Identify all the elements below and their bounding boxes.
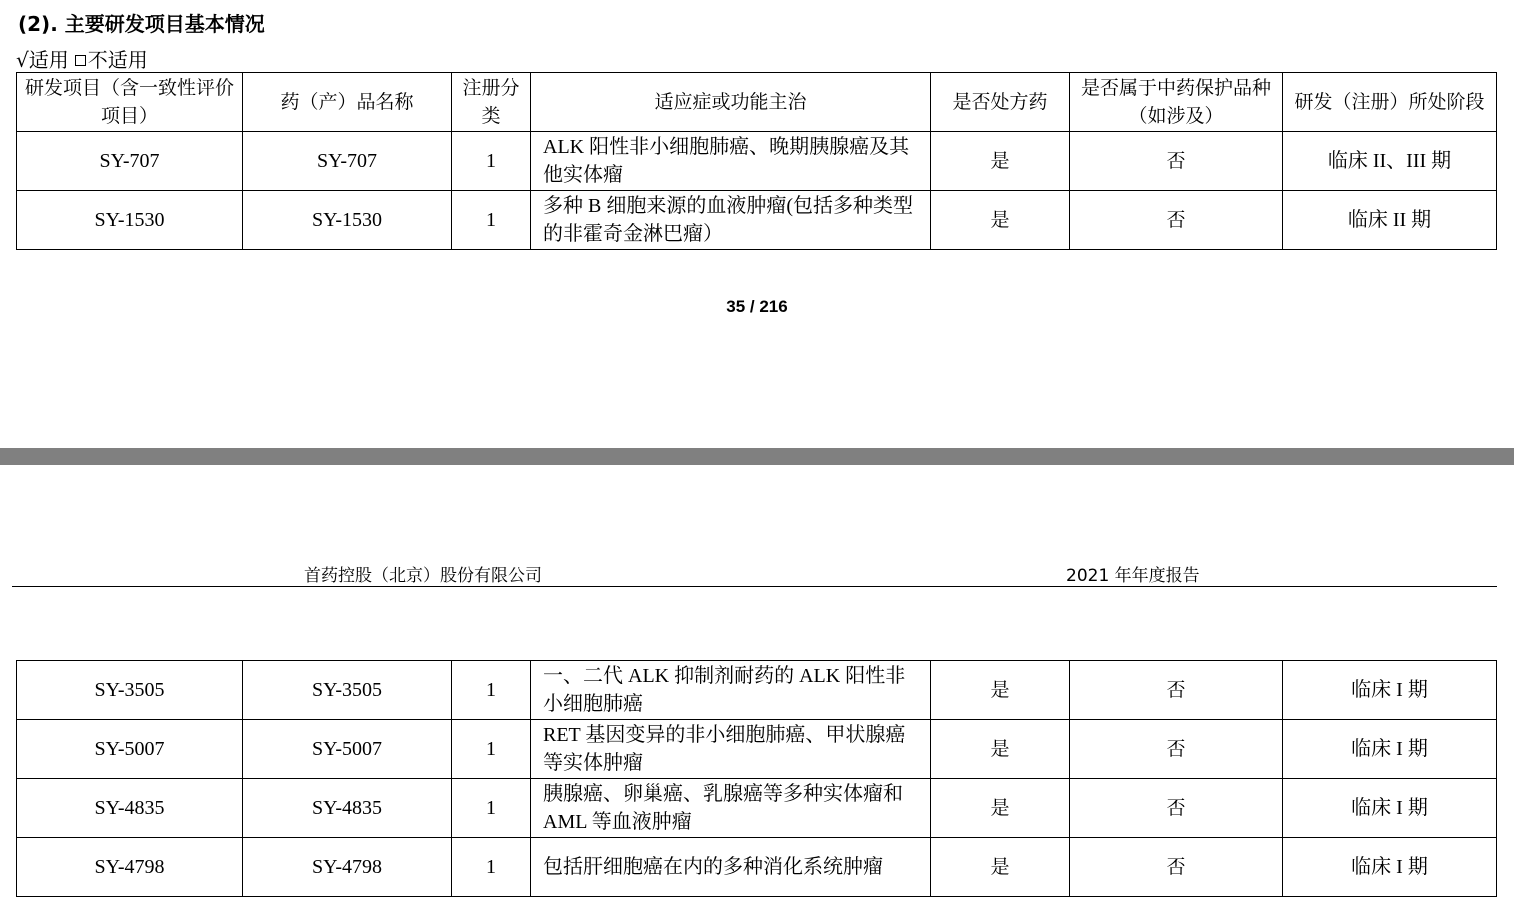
cell-project: SY-3505 (17, 661, 243, 720)
cell-project: SY-1530 (17, 191, 243, 250)
cell-indication: 胰腺癌、卵巢癌、乳腺癌等多种实体瘤和 AML 等血液肿瘤 (531, 779, 931, 838)
cell-prescription: 是 (931, 191, 1070, 250)
cell-product-name: SY-4798 (243, 838, 452, 897)
cell-stage: 临床 II、III 期 (1283, 132, 1497, 191)
header-prescription: 是否处方药 (931, 73, 1070, 132)
cell-prescription: 是 (931, 132, 1070, 191)
table-row (17, 779, 1497, 838)
table-row (17, 661, 1497, 720)
table-row (17, 838, 1497, 897)
cell-stage: 临床 I 期 (1283, 779, 1497, 838)
cell-project: SY-5007 (17, 720, 243, 779)
cell-project: SY-4798 (17, 838, 243, 897)
cell-product-name: SY-5007 (243, 720, 452, 779)
cell-prescription: 是 (931, 838, 1070, 897)
page-number: 35 / 216 (726, 297, 788, 316)
rd-projects-table-page1 (16, 72, 1497, 250)
header-company-name: 首药控股（北京）股份有限公司 (304, 566, 542, 586)
header-rule (12, 586, 1497, 587)
cell-product-name: SY-3505 (243, 661, 452, 720)
header-project: 研发项目（含一致性评价项目） (17, 73, 243, 132)
cell-stage: 临床 II 期 (1283, 191, 1497, 250)
cell-prescription: 是 (931, 720, 1070, 779)
cell-project: SY-4835 (17, 779, 243, 838)
cell-tcm-protection: 否 (1070, 132, 1283, 191)
cell-indication: 一、二代 ALK 抑制剂耐药的 ALK 阳性非小细胞肺癌 (531, 661, 931, 720)
cell-registration-class: 1 (452, 132, 531, 191)
cell-product-name: SY-1530 (243, 191, 452, 250)
cell-product-name: SY-4835 (243, 779, 452, 838)
header-tcm-protection: 是否属于中药保护品种（如涉及） (1070, 73, 1283, 132)
cell-tcm-protection: 否 (1070, 720, 1283, 779)
cell-indication: 多种 B 细胞来源的血液肿瘤(包括多种类型的非霍奇金淋巴瘤） (531, 191, 931, 250)
table-row (17, 132, 1497, 191)
cell-tcm-protection: 否 (1070, 779, 1283, 838)
applicability-line (16, 44, 148, 73)
cell-indication: 包括肝细胞癌在内的多种消化系统肿瘤 (531, 838, 931, 897)
cell-registration-class: 1 (452, 191, 531, 250)
section-title: (2). 主要研发项目基本情况 (18, 12, 265, 36)
cell-stage: 临床 I 期 (1283, 838, 1497, 897)
applicable-checked: √适用 (16, 48, 69, 72)
cell-tcm-protection: 否 (1070, 191, 1283, 250)
cell-registration-class: 1 (452, 779, 531, 838)
cell-product-name: SY-707 (243, 132, 452, 191)
rd-projects-table-page2 (16, 660, 1497, 897)
cell-tcm-protection: 否 (1070, 661, 1283, 720)
cell-stage: 临床 I 期 (1283, 661, 1497, 720)
page-separator (0, 448, 1514, 465)
cell-registration-class: 1 (452, 838, 531, 897)
header-report-title: 2021 年年度报告 (1066, 566, 1200, 586)
header-stage: 研发（注册）所处阶段 (1283, 73, 1497, 132)
cell-registration-class: 1 (452, 661, 531, 720)
cell-prescription: 是 (931, 779, 1070, 838)
header-indication: 适应症或功能主治 (531, 73, 931, 132)
header-product-name: 药（产）品名称 (243, 73, 452, 132)
cell-tcm-protection: 否 (1070, 838, 1283, 897)
cell-indication: RET 基因变异的非小细胞肺癌、甲状腺癌等实体肿瘤 (531, 720, 931, 779)
not-applicable-label: 不适用 (87, 48, 148, 72)
cell-prescription: 是 (931, 661, 1070, 720)
unchecked-box-icon (75, 55, 86, 66)
cell-registration-class: 1 (452, 720, 531, 779)
header-registration-class: 注册分类 (452, 73, 531, 132)
table-row (17, 191, 1497, 250)
table-row (17, 720, 1497, 779)
cell-project: SY-707 (17, 132, 243, 191)
cell-indication: ALK 阳性非小细胞肺癌、晚期胰腺癌及其他实体瘤 (531, 132, 931, 191)
table-header-row (17, 73, 1497, 132)
cell-stage: 临床 I 期 (1283, 720, 1497, 779)
